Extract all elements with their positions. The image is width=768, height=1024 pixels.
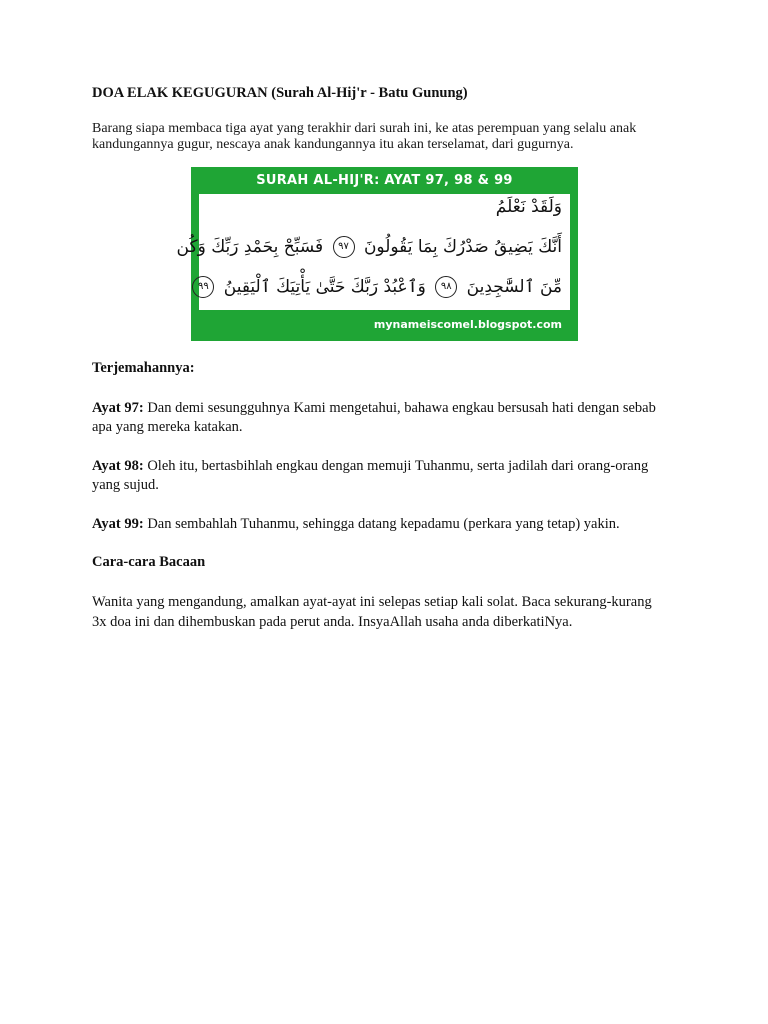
surah-verse-image (176, 167, 578, 341)
verse-number-99-marker: ٩٩ (192, 276, 214, 298)
verse-image-header: SURAH AL-HIJ'R: AYAT 97, 98 & 99 (256, 173, 513, 188)
arabic-line-3 (188, 276, 562, 298)
translation-heading: Terjemahannya: (92, 360, 195, 376)
ayat-97-text: Dan demi sesungguhnya Kami mengetahui, bahawa engkau bersusah hati dengan sebab apa yang mereka katakan. (92, 400, 656, 435)
intro-paragraph: Barang siapa membaca tiga ayat yang terakhir dari surah ini, ke atas perempuan yang selalu anak kandungannya gugur, nescaya anak kandungannya itu akan terselamat, dari gugurnya. (92, 121, 637, 152)
ayat-98-text: Oleh itu, bertasbihlah engkau dengan memuji Tuhanmu, serta jadilah dari orang-orang yang sujud. (92, 458, 649, 493)
ayat-99-label: Ayat 99: (92, 516, 144, 532)
ayat-97-paragraph (92, 399, 662, 437)
arabic-line-3-text: مِّنَ ٱلسَّٰجِدِينَ (466, 277, 562, 297)
arabic-line-2b-text: فَسَبِّحْ بِحَمْدِ رَبِّكَ وَكُن (176, 237, 324, 257)
arabic-line-1-text: وَلَقَدْ نَعْلَمُ (495, 197, 562, 217)
arabic-line-1 (496, 197, 562, 217)
ayat-98-paragraph (92, 457, 662, 495)
verse-number-97-marker: ٩٧ (333, 236, 355, 258)
arabic-line-3b-text: وَٱعْبُدْ رَبَّكَ حَتَّىٰ يَأْتِيَكَ ٱلْيَقِينُ (223, 277, 426, 297)
ayat-98-label: Ayat 98: (92, 458, 144, 474)
arabic-line-2-text: أَنَّكَ يَضِيقُ صَدْرُكَ بِمَا يَقُولُونَ (363, 237, 562, 257)
verse-number-98-marker: ٩٨ (435, 276, 457, 298)
arabic-line-2 (177, 236, 562, 258)
arabic-text-panel (176, 194, 570, 310)
ayat-99-paragraph (92, 515, 662, 534)
blog-watermark: mynameiscomel.blogspot.com (373, 318, 562, 331)
ayat-97-label: Ayat 97: (92, 400, 144, 416)
method-heading: Cara-cara Bacaan (92, 554, 206, 570)
ayat-99-text: Dan sembahlah Tuhanmu, sehingga datang kepadamu (perkara yang tetap) yakin. (147, 516, 620, 532)
document-title: DOA ELAK KEGUGURAN (Surah Al-Hij'r - Batu Gunung) (92, 85, 468, 101)
method-paragraph: Wanita yang mengandung, amalkan ayat-ayat ini selepas setiap kali solat. Baca sekurang-kurang 3x doa ini dan dihembuskan pada perut anda. InsyaAllah usaha anda diberkatiNya. (92, 594, 652, 630)
